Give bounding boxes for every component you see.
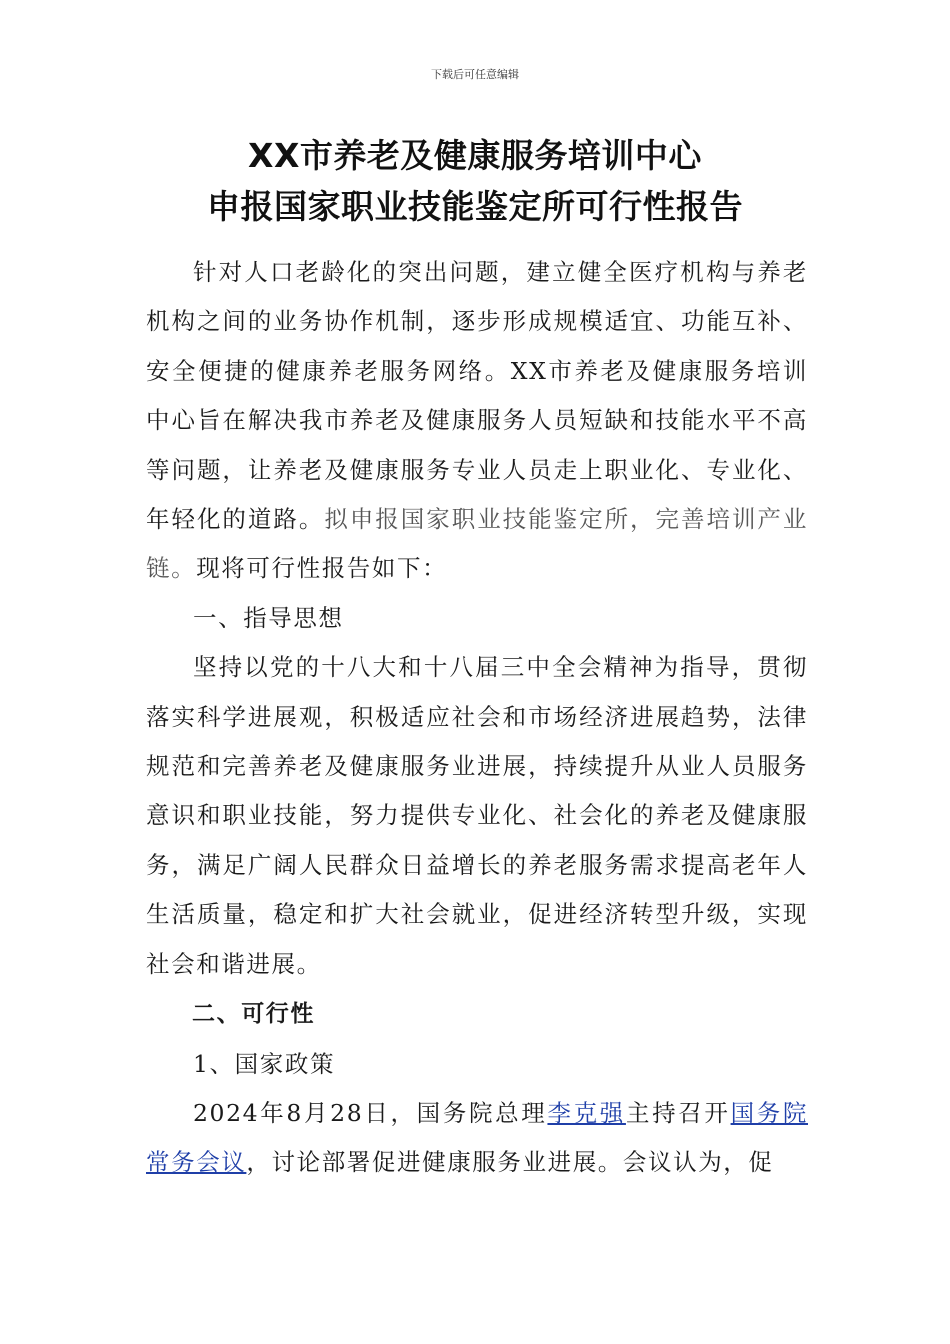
document-title-line-1: XX市养老及健康服务培训中心	[248, 136, 702, 175]
intro-text: 针对人口老龄化的突出问题，建立健全医疗机构与养老机构之间的业务协作机制，逐步形成规模适宜、功能互补、安全便捷的健康养老服务网络。XX市养老及健康服务培训中心旨在解决我市养老及健康服务人员短缺和技能水平不高等问题，让养老及健康服务专业人员走上职业化、专业化、年轻化的道路。	[146, 258, 808, 534]
document-title-line-2: 申报国家职业技能鉴定所可行性报告	[207, 187, 743, 226]
section-2-paragraph-1	[146, 1089, 808, 1188]
section-1-paragraph: 坚持以党的十八大和十八届三中全会精神为指导，贯彻落实科学进展观，积极适应社会和市场经济进展趋势，法律规范和完善养老及健康服务业进展，持续提升从业人员服务意识和职业技能，努力提供专业化、社会化的养老及健康服务，满足广阔人民群众日益增长的养老服务需求提高老年人生活质量，稳定和扩大社会就业，促进经济转型升级，实现社会和谐进展。	[146, 653, 808, 978]
section-2-subheading-1: 1、国家政策	[193, 1049, 336, 1078]
document-body	[146, 248, 808, 1188]
link-state-council-meeting[interactable]: 国务院常务会议	[146, 1098, 808, 1177]
intro-tail-text: 现将可行性报告如下：	[196, 554, 448, 583]
intro-gray-text: 拟申报国家职业技能鉴定所，完善培训产业链。	[146, 505, 809, 583]
section-2-heading: 二、可行性	[192, 1001, 315, 1028]
link-li-keqiang[interactable]: 李克强	[547, 1098, 626, 1127]
para-text-a: 2024年8月28日，国务院总理	[193, 1098, 548, 1127]
intro-paragraph	[146, 248, 808, 594]
para-text-b: 主持召开	[625, 1098, 731, 1127]
para-text-c: ，讨论部署促进健康服务业进展。会议认为，促	[246, 1148, 774, 1177]
section-1-heading: 一、指导思想	[193, 603, 344, 632]
header-note: 下载后可任意编辑	[431, 68, 519, 81]
